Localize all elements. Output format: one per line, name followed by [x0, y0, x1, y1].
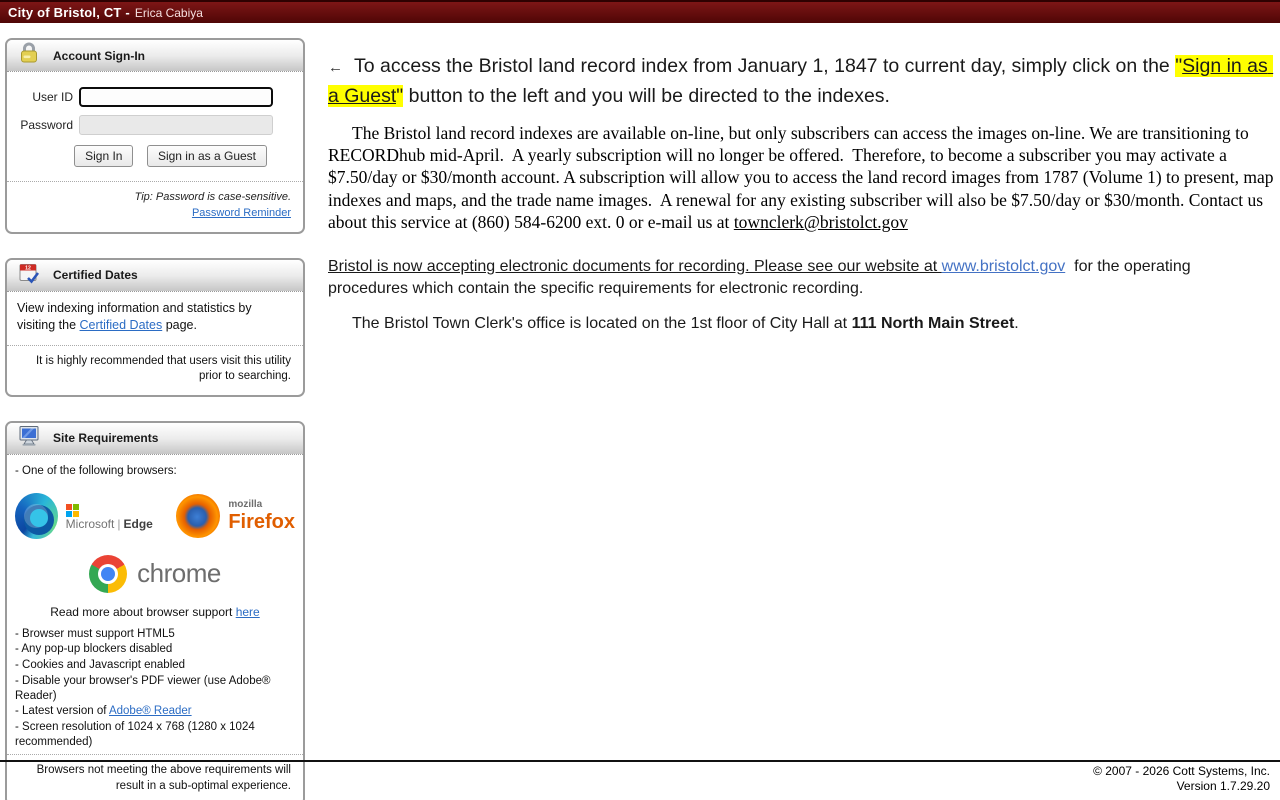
password-label: Password: [20, 118, 73, 132]
guest-quote-open: ": [1175, 55, 1183, 77]
certified-dates-header: [7, 260, 303, 292]
read-more-line: [15, 605, 295, 619]
chrome-logo-icon: [89, 555, 127, 593]
bristolct-website-link[interactable]: www.bristolct.gov: [941, 258, 1066, 276]
certified-dates-link[interactable]: Certified Dates: [79, 318, 163, 333]
account-sign-in-title: Account Sign-In: [53, 48, 145, 63]
password-reminder-link[interactable]: Password Reminder: [191, 206, 291, 219]
sidebar: [5, 38, 305, 800]
logged-in-user: Erica Cabiya: [134, 5, 203, 20]
adobe-reader-link[interactable]: Adobe® Reader: [108, 705, 192, 718]
password-tip-area: [7, 181, 303, 232]
intro-paragraph: [328, 52, 1274, 111]
microsoft-label: Microsoft: [65, 516, 115, 531]
microsoft-logo-icon: [66, 504, 79, 517]
main-content: [328, 52, 1278, 335]
title-bar: [0, 0, 1280, 23]
office-text-before: The Bristol Town Clerk's office is located on the 1st floor of City Hall at: [352, 315, 852, 333]
req-item-resolution: - Screen resolution of 1024 x 768 (1280 x 1024 recommended): [15, 720, 255, 748]
certified-dates-body: [7, 292, 303, 345]
browsers-label: - One of the following browsers:: [15, 464, 177, 477]
req-item-popups: - Any pop-up blockers disabled: [15, 643, 173, 656]
subscription-text: The Bristol land record indexes are available on-line, but only subscribers can access the images on-line. We are transitioning to RECORDhub mid-April. A yearly subscription will no longer be offered. Therefore, to become a subscriber you may activate a $7.50/day or $30/month account. A subscription will allow you to access the land record images from 1787 (Volume 1) to present, map indexes and maps, and the trade name images. A renewal for any existing subscriber will also be $7.50/day or $30/month. Contact us about this service at (860) 584-6200 ext. 0 or e-mail us at: [328, 123, 1278, 232]
lock-icon: [17, 41, 41, 70]
req-item-pdf-viewer: - Disable your browser's PDF viewer (use Adobe® Reader): [15, 674, 271, 702]
certified-text-after: page.: [162, 318, 197, 333]
certified-text-before: View indexing information and statistics by visiting the: [17, 300, 252, 333]
firefox-browser: [176, 494, 295, 538]
copyright-text: © 2007 - 2026 Cott Systems, Inc.: [1093, 764, 1270, 778]
firefox-logo-icon: [176, 494, 220, 538]
computer-monitor-icon: [17, 424, 41, 453]
account-sign-in-header: [7, 40, 303, 72]
password-tip: Tip: Password is case-sensitive.: [134, 191, 291, 203]
guest-quote-close: ": [396, 85, 404, 107]
site-title: City of Bristol, CT -: [8, 5, 130, 20]
sign-in-button[interactable]: Sign In: [74, 145, 133, 167]
certified-dates-note: It is highly recommended that users visit this utility prior to searching.: [7, 345, 303, 395]
subscription-paragraph: [328, 122, 1278, 233]
adobe-item-text: - Latest version of: [15, 705, 109, 718]
certified-dates-panel: [5, 258, 305, 397]
sign-in-as-guest-button[interactable]: Sign in as a Guest: [147, 145, 267, 167]
browser-support-here-link[interactable]: here: [235, 604, 260, 619]
firefox-label: Firefox: [228, 510, 295, 533]
edge-logo-icon: [15, 493, 58, 539]
site-requirements-panel: [5, 421, 305, 800]
intro-text-before: To access the Bristol land record index from January 1, 1847 to current day, simply click on the: [354, 55, 1176, 77]
account-sign-in-panel: [5, 38, 305, 234]
sign-in-as-guest-highlight-link[interactable]: Sign in as a Guest: [328, 55, 1274, 107]
office-text-after: .: [1014, 315, 1019, 333]
read-more-text: Read more about browser support: [50, 604, 236, 619]
password-input[interactable]: [79, 115, 273, 135]
chrome-browser: [15, 555, 295, 593]
svg-text:12: 12: [25, 265, 31, 272]
office-address: 111 North Main Street: [851, 315, 1015, 333]
req-item-html5: - Browser must support HTML5: [15, 627, 175, 640]
user-id-label: User ID: [32, 90, 73, 104]
req-item-adobe: [15, 704, 295, 719]
site-requirements-header: [7, 423, 303, 455]
erecording-underlined-text: Bristol is now accepting electronic documents for recording. Please see our website at: [328, 258, 942, 276]
townclerk-email-link[interactable]: townclerk@bristolct.gov: [733, 211, 908, 232]
office-location-paragraph: [328, 313, 1274, 335]
version-text: Version 1.7.29.20: [1176, 779, 1270, 793]
edge-browser: [15, 493, 162, 539]
user-id-input[interactable]: [79, 87, 273, 107]
account-form: [7, 72, 303, 181]
microsoft-edge-separator: |: [117, 516, 121, 531]
erecording-paragraph: [328, 256, 1274, 300]
calendar-icon: [17, 261, 41, 290]
footer: [0, 760, 1280, 794]
site-requirements-title: Site Requirements: [53, 431, 159, 446]
intro-text-after: button to the left and you will be directed to the indexes.: [403, 85, 890, 107]
site-requirements-note: Browsers not meeting the above requirements will result in a sub-optimal experience.: [7, 754, 303, 800]
mozilla-label: mozilla: [228, 498, 263, 510]
chrome-label: chrome: [137, 558, 221, 589]
browser-logos-row: [15, 493, 295, 539]
req-item-cookies: - Cookies and Javascript enabled: [15, 659, 186, 672]
edge-label: Edge: [123, 516, 153, 531]
certified-dates-title: Certified Dates: [53, 268, 138, 283]
back-arrow-icon: ←: [328, 59, 343, 76]
erecording-text-after: for the operating procedures which contain the specific requirements for electronic recording.: [328, 258, 1196, 298]
site-requirements-body: [7, 455, 303, 754]
